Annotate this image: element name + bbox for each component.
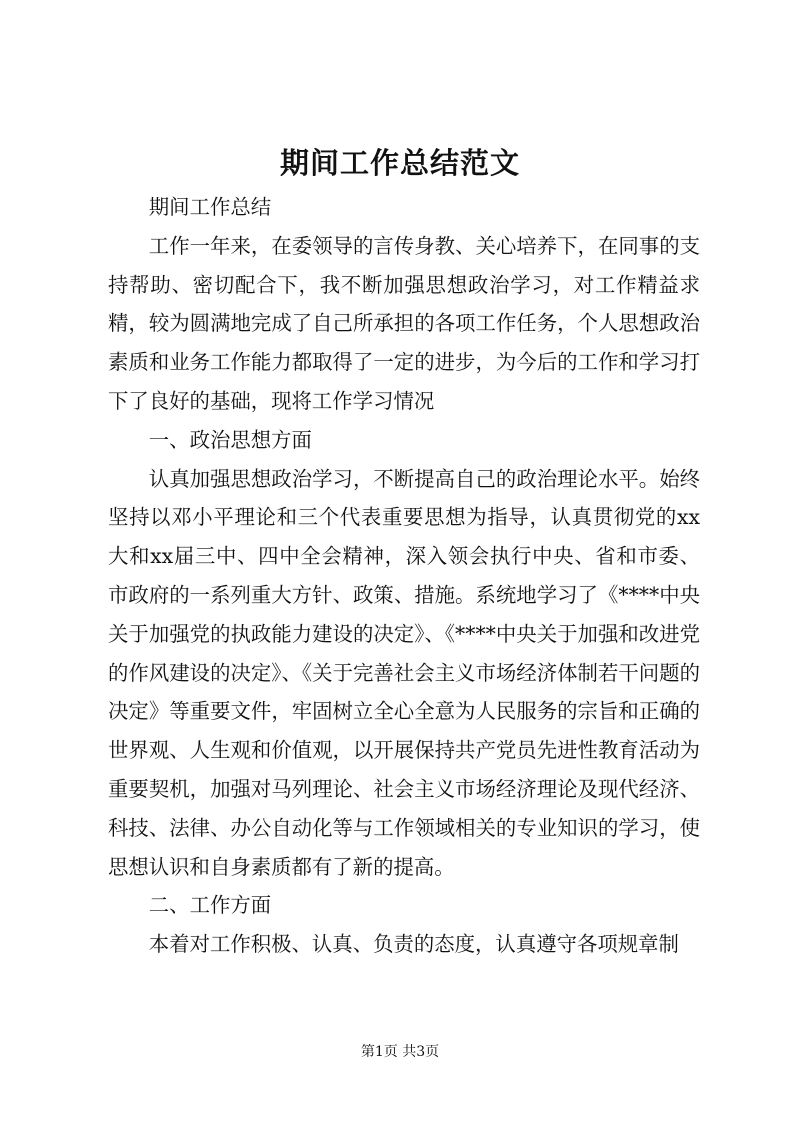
document-body [108,188,700,964]
section-heading-work: 二、工作方面 [148,893,272,918]
paragraph-politics: 认真加强思想政治学习，不断提高自己的政治理论水平。始终坚持以邓小平理论和三个代表重要思想为指导，认真贯彻党的xx大和xx届三中、四中全会精神，深入领会执行中央、省和市委、市政府的一系列重大方针、政策、措施。系统地学习了《****中央关于加强党的执政能力建设的决定》、《****中央关于加强和改进党的作风建设的决定》、《关于完善社会主义市场经济体制若干问题的决定》等重要文件，牢固树立全心全意为人民服务的宗旨和正确的世界观、人生观和价值观，以开展保持共产党员先进性教育活动为重要契机，加强对马列理论、社会主义市场经济理论及现代经济、科技、法律、办公自动化等与工作领域相关的专业知识的学习，使思想认识和自身素质都有了新的提高。 [108,466,700,879]
paragraph-intro: 工作一年来，在委领导的言传身教、关心培养下，在同事的支持帮助、密切配合下，我不断加强思想政治学习，对工作精益求精，较为圆满地完成了自己所承担的各项工作任务，个人思想政治素质和业务工作能力都取得了一定的进步，为今后的工作和学习打下了良好的基础，现将工作学习情况 [108,233,700,413]
paragraph-subtitle: 期间工作总结 [148,195,272,219]
page-footer: 第1页 共3页 [360,1044,440,1060]
document-title: 期间工作总结范文 [279,146,520,180]
section-heading-politics: 一、政治思想方面 [148,427,312,452]
paragraph-work: 本着对工作积极、认真、负责的态度，认真遵守各项规章制 [148,932,679,957]
